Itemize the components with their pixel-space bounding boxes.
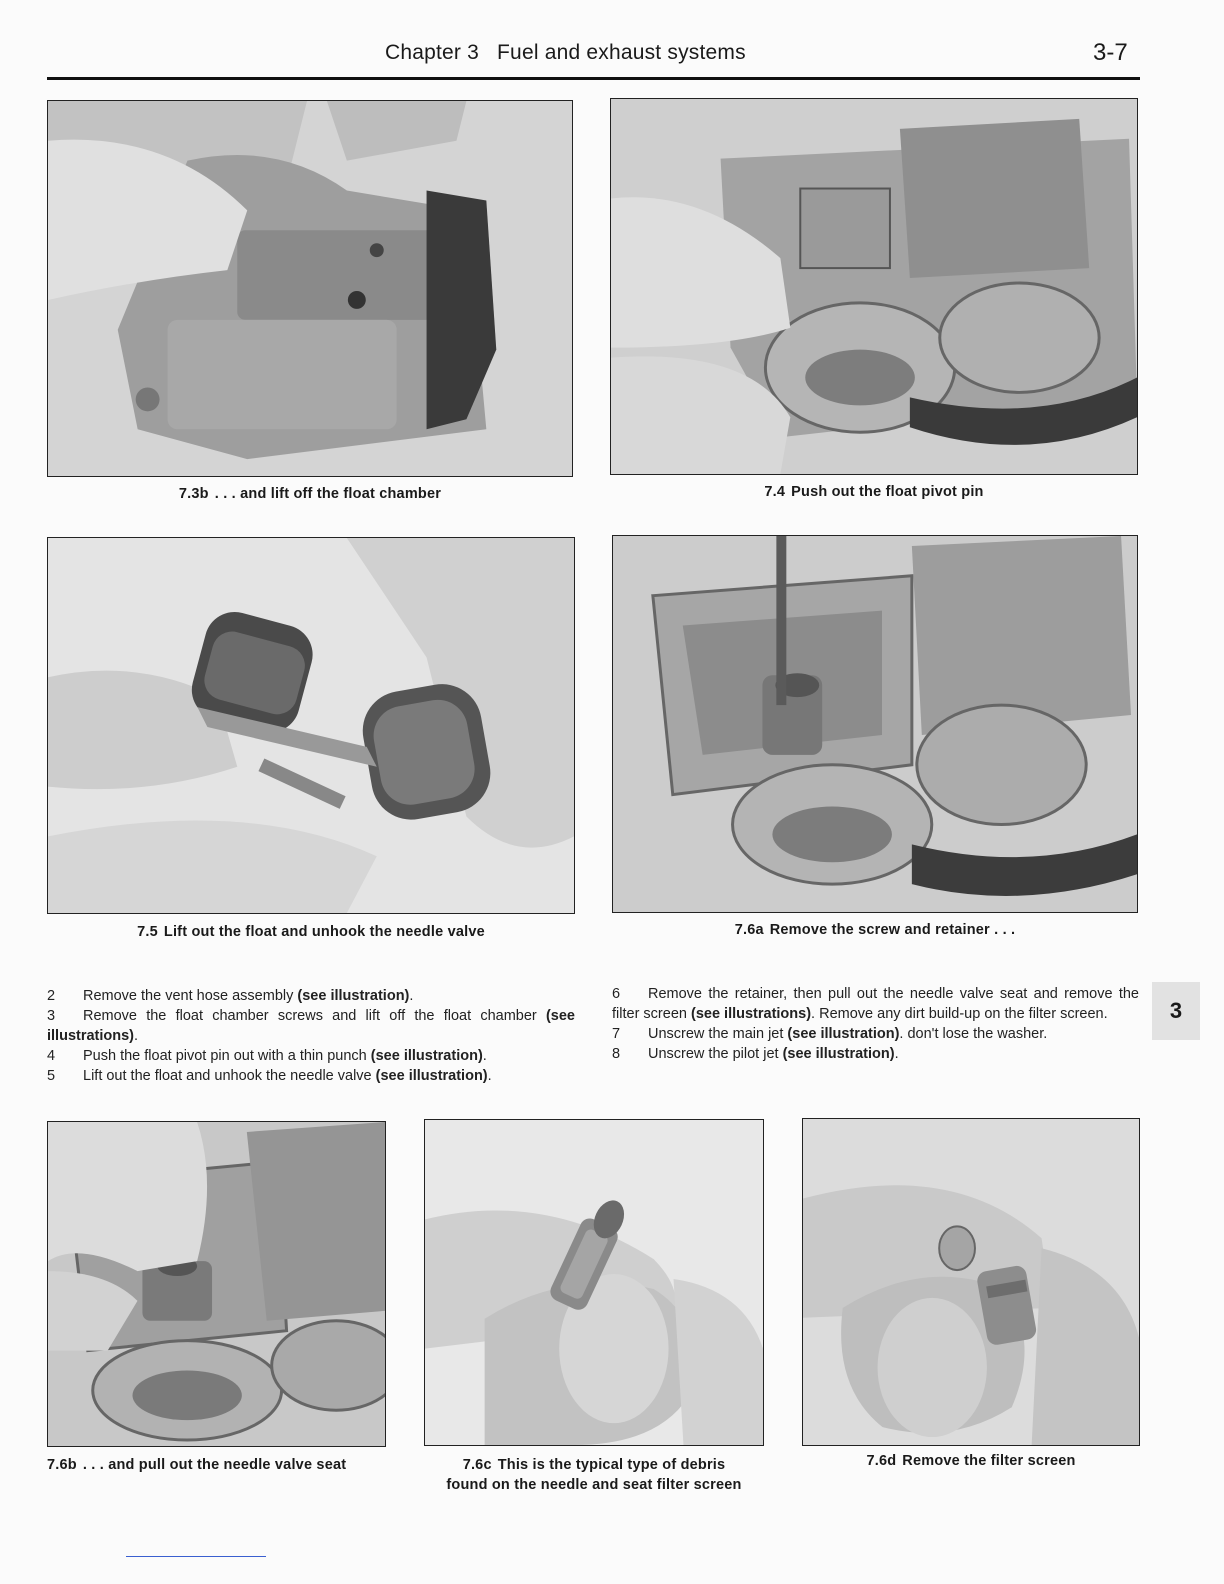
photo-7-6c	[424, 1119, 764, 1446]
chapter-label: Chapter 3	[385, 41, 480, 64]
caption-number: 7.6d	[866, 1453, 897, 1469]
step-4: 4 Push the float pivot pin out with a thin punch (see illustration).	[47, 1048, 487, 1064]
page-number: 3-7	[1093, 39, 1128, 66]
caption-7-6c	[424, 1455, 764, 1495]
step-8: 8 Unscrew the pilot jet (see illustration).	[612, 1046, 899, 1062]
caption-text-line-2: found on the needle and seat filter screen	[446, 1477, 742, 1493]
step-7: 7 Unscrew the main jet (see illustration). don't lose the washer.	[612, 1026, 1048, 1042]
photo-7-6d	[802, 1118, 1140, 1446]
caption-7-6d	[802, 1453, 1140, 1469]
caption-number: 7.4	[764, 484, 786, 500]
caption-7-3b	[47, 486, 573, 502]
caption-number: 7.6a	[734, 922, 764, 938]
caption-7-4	[610, 484, 1138, 500]
header-rule	[47, 77, 1140, 80]
caption-7-6a	[612, 922, 1138, 938]
photo-7-3b	[47, 100, 573, 477]
caption-number: 7.6c	[462, 1457, 492, 1473]
chapter-thumb-tab: 3	[1152, 982, 1200, 1040]
photo-7-4	[610, 98, 1138, 475]
step-5: 5 Lift out the float and unhook the needle valve (see illustration).	[47, 1068, 492, 1084]
caption-number: 7.3b	[178, 486, 209, 502]
caption-7-6b	[47, 1457, 386, 1473]
steps-left-column	[47, 986, 575, 1086]
caption-7-5	[47, 924, 575, 940]
caption-text: . . . and lift off the float chamber	[214, 486, 442, 502]
running-header	[385, 41, 746, 65]
photo-7-5	[47, 537, 575, 914]
chapter-title: Fuel and exhaust systems	[497, 41, 746, 64]
caption-number: 7.6b	[47, 1457, 77, 1473]
caption-number: 7.5	[137, 924, 158, 940]
photo-7-6a	[612, 535, 1138, 913]
photo-7-6b	[47, 1121, 386, 1447]
caption-text-line-1: This is the typical type of debris	[497, 1457, 726, 1473]
caption-text: Push out the float pivot pin	[791, 484, 984, 500]
caption-text: Remove the filter screen	[902, 1453, 1076, 1469]
caption-text: . . . and pull out the needle valve seat	[82, 1457, 347, 1473]
step-3: 3 Remove the float chamber screws and lift off the float chamber (see illustrations).	[47, 1008, 575, 1044]
steps-right-column	[612, 984, 1139, 1064]
caption-text: Remove the screw and retainer . . .	[769, 922, 1016, 938]
step-6: 6 Remove the retainer, then pull out the needle valve seat and remove the filter screen (see illustrations). Remove any dirt build-up on the filter screen.	[612, 986, 1139, 1022]
footer-link-underline	[126, 1556, 266, 1557]
step-2: 2 Remove the vent hose assembly (see illustration).	[47, 988, 414, 1004]
caption-text: Lift out the float and unhook the needle valve	[163, 924, 485, 940]
